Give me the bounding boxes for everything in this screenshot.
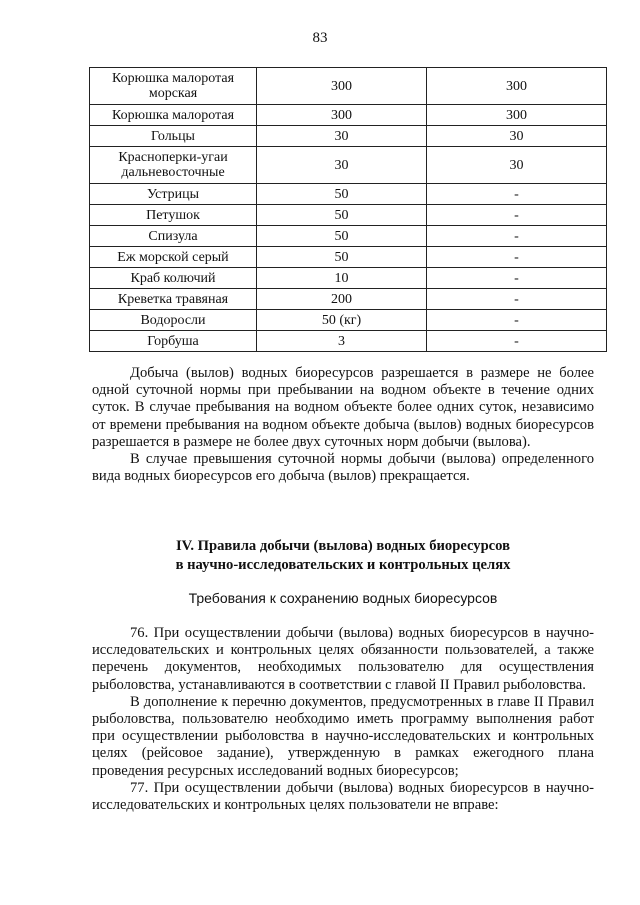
table-row [90, 226, 607, 247]
table-row [90, 205, 607, 226]
paragraph-limit-exceeded: В случае превышения суточной нормы добычи (вылова) определенного вида водных биоресурсов его добыча (вылов) прекращается. [92, 451, 594, 485]
section-heading-line-2: в научно-исследовательских и контрольных целях [175, 557, 511, 573]
limit-cell: 300 [427, 68, 607, 105]
limit-cell: - [427, 205, 607, 226]
limit-cell: 300 [257, 105, 427, 126]
limit-cell: - [427, 310, 607, 331]
species-cell: Еж морской серый [90, 247, 257, 268]
limit-cell: 30 [427, 147, 607, 184]
species-cell: Корюшка малоротая [90, 105, 257, 126]
table-row [90, 310, 607, 331]
limit-cell: 50 [257, 205, 427, 226]
limit-cell: - [427, 226, 607, 247]
body-text-bottom [92, 625, 594, 814]
section-heading [92, 537, 594, 575]
limit-cell: 50 [257, 247, 427, 268]
species-cell: Корюшка малоротая морская [90, 68, 257, 105]
limit-cell: - [427, 184, 607, 205]
paragraph-daily-limit: Добыча (вылов) водных биоресурсов разрешается в размере не более одной суточной нормы при пребывании на водном объекте в течение одних суток. В случае пребывания на водном объекте более одних суток, независимо от времени пребывания на водном объекте добыча (вылов) водных биоресурсов разрешается в размере не более двух суточных норм добычи (вылова). [92, 365, 594, 450]
paragraph-76: 76. При осуществлении добычи (вылова) водных биоресурсов в научно-исследовательских и контрольных целях обязанности пользователей, а также перечень документов, необходимых пользователю для осуществления рыболовства, устанавливаются в соответствии с главой II Правил рыболовства. [92, 625, 594, 693]
body-text-top [92, 365, 594, 485]
limit-cell: - [427, 331, 607, 352]
page-number: 83 [312, 30, 328, 46]
limit-cell: 200 [257, 289, 427, 310]
limit-cell: - [427, 247, 607, 268]
limit-cell: 50 [257, 226, 427, 247]
catch-limits-table [89, 67, 607, 352]
table-row [90, 268, 607, 289]
subheading: Требования к сохранению водных биоресурсов [188, 590, 498, 606]
species-cell: Креветка травяная [90, 289, 257, 310]
table-row [90, 289, 607, 310]
limit-cell: 3 [257, 331, 427, 352]
species-cell: Водоросли [90, 310, 257, 331]
table-row [90, 105, 607, 126]
section-heading-line-1: IV. Правила добычи (вылова) водных биоресурсов [176, 538, 510, 554]
limit-cell: 30 [257, 147, 427, 184]
limit-cell: 50 (кг) [257, 310, 427, 331]
species-cell: Красноперки-угаи дальневосточные [90, 147, 257, 184]
limit-cell: 10 [257, 268, 427, 289]
species-cell: Краб колючий [90, 268, 257, 289]
species-cell: Горбуша [90, 331, 257, 352]
limit-cell: 50 [257, 184, 427, 205]
paragraph-77: 77. При осуществлении добычи (вылова) водных биоресурсов в научно-исследовательских и контрольных целях пользователи не вправе: [92, 779, 594, 814]
table-row [90, 126, 607, 147]
limit-cell: - [427, 289, 607, 310]
table-row [90, 147, 607, 184]
species-cell: Гольцы [90, 126, 257, 147]
table-row [90, 68, 607, 105]
paragraph-documents: В дополнение к перечню документов, предусмотренных в главе II Правил рыболовства, пользователю необходимо иметь программу выполнения работ при осуществлении рыболовства в научно-исследовательских и контрольных целях (рейсовое задание), утвержденную в рамках ежегодного плана проведения ресурсных исследований водных биоресурсов; [92, 693, 594, 779]
limit-cell: - [427, 268, 607, 289]
species-cell: Устрицы [90, 184, 257, 205]
table-row [90, 184, 607, 205]
table-row [90, 331, 607, 352]
table-row [90, 247, 607, 268]
limit-cell: 300 [257, 68, 427, 105]
limit-cell: 30 [427, 126, 607, 147]
limit-cell: 300 [427, 105, 607, 126]
limit-cell: 30 [257, 126, 427, 147]
species-cell: Спизула [90, 226, 257, 247]
species-cell: Петушок [90, 205, 257, 226]
